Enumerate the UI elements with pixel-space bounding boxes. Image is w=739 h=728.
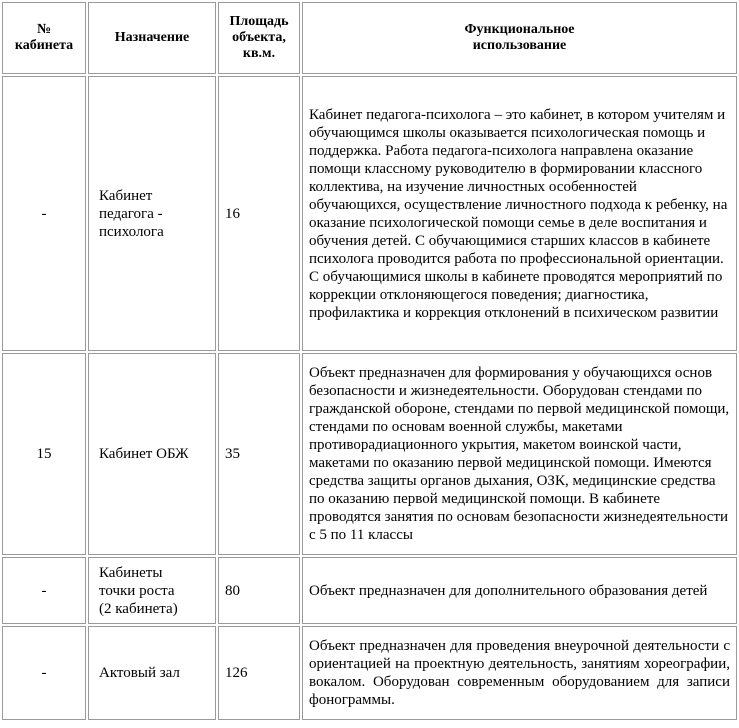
cell-area: 126	[218, 626, 300, 720]
table-header-row	[2, 2, 737, 74]
cell-area: 16	[218, 76, 300, 351]
cell-number: -	[2, 626, 86, 720]
header-name: Назначение	[88, 2, 216, 74]
cell-usage: Кабинет педагога-психолога – это кабинет, в котором учителям и обучающимся школы оказывается психологическая помощь и поддержка. Работа педагога-психолога направлена оказание помощи классному руководителю в формировании классного коллектива, на изучение личностных особенностей обучающихся, осуществление личностного подхода к ребенку, на оказание психологической помощи семье в деле воспитания и обучения детей. С обучающимися старших классов в кабинете психолога проводится работа по профессиональной ориентации. С обучающимися школы в кабинете проводятся мероприятий по коррекции отклоняющегося поведения; диагностика, профилактика и коррекция отклонений в психическом развитии	[302, 76, 737, 351]
table-row	[2, 353, 737, 555]
cell-area: 35	[218, 353, 300, 555]
cell-usage: Объект предназначен для проведения внеурочной деятельности с ориентацией на проектную деятельность, занятиям хореографии, вокалом. Оборудован современным оборудованием для записи фонограммы.	[302, 626, 737, 720]
cell-number: -	[2, 557, 86, 624]
header-usage: Функциональное использование	[302, 2, 737, 74]
cell-usage: Объект предназначен для дополнительного образования детей	[302, 557, 737, 624]
cell-number: -	[2, 76, 86, 351]
table-row	[2, 76, 737, 351]
header-number: № кабинета	[2, 2, 86, 74]
cell-number: 15	[2, 353, 86, 555]
cell-area: 80	[218, 557, 300, 624]
cell-name: Актовый зал	[88, 626, 216, 720]
cell-name: Кабинет ОБЖ	[88, 353, 216, 555]
table-row	[2, 626, 737, 720]
cell-name: Кабинет педагога - психолога	[88, 76, 216, 351]
table-row	[2, 557, 737, 624]
header-area: Площадь объекта, кв.м.	[218, 2, 300, 74]
cell-usage: Объект предназначен для формирования у обучающихся основ безопасности и жизнедеятельности. Оборудован стендами по гражданской обороне, стендами по первой медицинской помощи, стендами по основам военной службы, макетами противорадиационного укрытия, макетом воинской части, макетами по оказанию первой медицинской помощи. Имеются средства защиты органов дыхания, ОЗК, медицинские средства по оказанию первой медицинской помощи. В кабинете проводятся занятия по основам безопасности жизнедеятельности с 5 по 11 классы	[302, 353, 737, 555]
cell-name: Кабинеты точки роста (2 кабинета)	[88, 557, 216, 624]
